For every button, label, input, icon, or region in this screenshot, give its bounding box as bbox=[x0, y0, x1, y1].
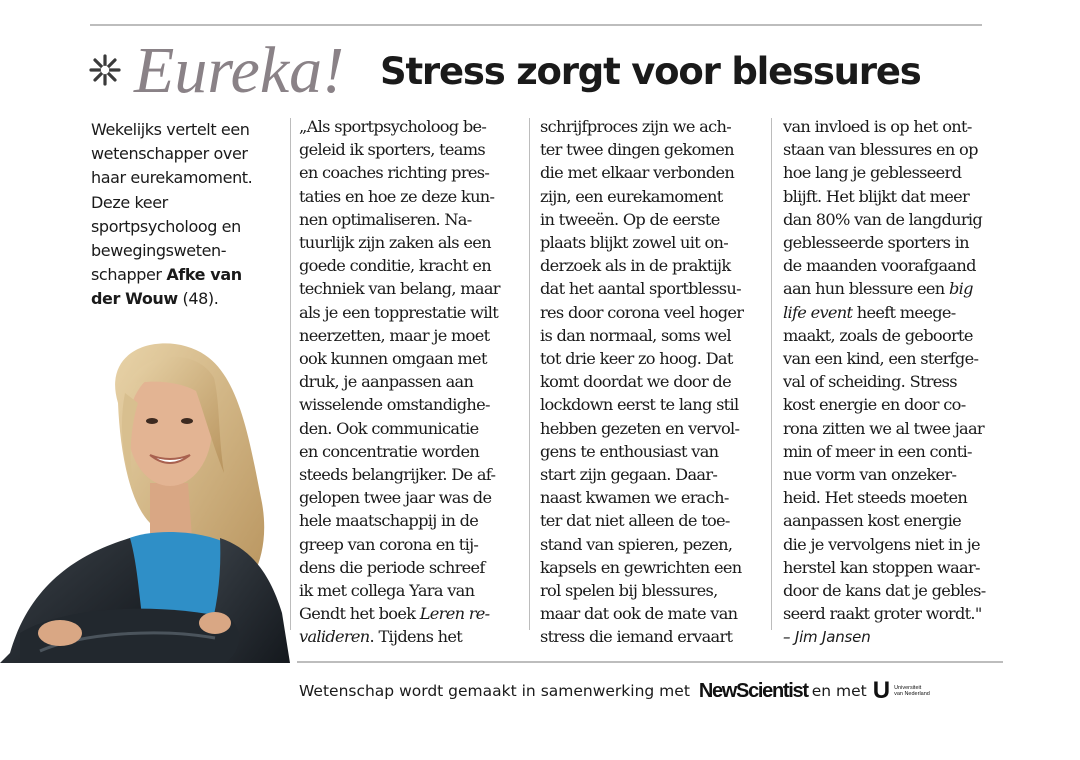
author-name: Afke van bbox=[166, 265, 242, 285]
intro-line: Wekelijks vertelt een bbox=[91, 120, 250, 139]
column-divider bbox=[771, 118, 772, 630]
text-line: plaats blijkt zowel uit on- bbox=[540, 233, 729, 253]
u-logo-line: van Nederland bbox=[894, 691, 930, 697]
text-line bbox=[783, 277, 1003, 300]
u-logo-text bbox=[894, 685, 930, 697]
text-line: als je een topprestatie wilt bbox=[299, 302, 499, 322]
text-fragment: . Tijdens het bbox=[369, 627, 463, 647]
text-line: steeds belangrijker. De af- bbox=[299, 465, 496, 485]
text-line: val of scheiding. Stress bbox=[783, 372, 957, 392]
text-line: van een kind, een sterfge- bbox=[783, 349, 979, 369]
text-line: naast kwamen we erach- bbox=[540, 488, 729, 508]
text-line bbox=[299, 602, 519, 625]
text-line: dens die periode schreef bbox=[299, 557, 485, 577]
universiteit-van-nederland-logo bbox=[873, 679, 930, 703]
text-line: herstel kan stoppen waar- bbox=[783, 557, 980, 577]
text-line: start zijn gegaan. Daar- bbox=[540, 465, 718, 485]
asterisk-icon bbox=[88, 53, 122, 87]
text-line: zijn, een eurekamoment bbox=[540, 186, 723, 206]
book-title: valideren bbox=[299, 627, 370, 647]
text-line: komt doordat we door de bbox=[540, 372, 731, 392]
column-divider bbox=[290, 118, 291, 630]
footer bbox=[299, 678, 930, 704]
text-line: nen optimaliseren. Na- bbox=[299, 209, 472, 229]
text-line: ter twee dingen gekomen bbox=[540, 140, 734, 160]
text-line: goede conditie, kracht en bbox=[299, 256, 491, 276]
text-line: stand van spieren, pezen, bbox=[540, 534, 733, 554]
top-rule bbox=[90, 24, 982, 26]
byline: – Jim Jansen bbox=[783, 628, 871, 647]
footer-text: Wetenschap wordt gemaakt in samenwerking met bbox=[299, 682, 690, 700]
italic-phrase: big bbox=[948, 279, 973, 299]
text-line: min of meer in een conti- bbox=[783, 441, 972, 461]
text-line: gelopen twee jaar was de bbox=[299, 488, 492, 508]
intro-line: wetenschapper over bbox=[91, 144, 248, 164]
text-line: staan van blessures en op bbox=[783, 140, 978, 160]
text-line: ter dat niet alleen de toe- bbox=[540, 511, 730, 531]
text-line: techniek van belang, maar bbox=[299, 279, 500, 299]
text-line: maakt, zoals de geboorte bbox=[783, 325, 973, 345]
article-header bbox=[88, 36, 988, 106]
text-line: seerd raakt groter wordt." bbox=[783, 604, 982, 624]
text-line: blijft. Het blijkt dat meer bbox=[783, 186, 970, 206]
text-line: tuurlijk zijn zaken als een bbox=[299, 233, 491, 253]
text-line: res door corona veel hoger bbox=[540, 302, 744, 322]
intro-line: haar eurekamoment. bbox=[91, 168, 253, 188]
text-line: geleid ik sporters, teams bbox=[299, 140, 485, 160]
italic-phrase: life event bbox=[783, 302, 853, 322]
text-line: maar dat ook de mate van bbox=[540, 604, 738, 624]
book-title: Leren re- bbox=[419, 604, 490, 624]
text-line: hele maatschappij in de bbox=[299, 511, 479, 531]
text-line: is dan normaal, soms wel bbox=[540, 325, 731, 345]
bottom-rule bbox=[297, 661, 1003, 663]
portrait-photo bbox=[0, 333, 290, 663]
footer-connector: en met bbox=[811, 682, 867, 700]
text-line: die met elkaar verbonden bbox=[540, 163, 735, 183]
text-fragment: Gendt het boek bbox=[299, 604, 420, 624]
text-line: die je vervolgens niet in je bbox=[783, 534, 980, 554]
text-line: druk, je aanpassen aan bbox=[299, 372, 474, 392]
text-line: de maanden voorafgaand bbox=[783, 256, 976, 276]
text-line: neerzetten, maar je moet bbox=[299, 325, 490, 345]
author-name: der Wouw bbox=[91, 289, 178, 309]
article-column-3 bbox=[783, 115, 1003, 650]
text-line: aanpassen kost energie bbox=[783, 511, 962, 531]
u-logo-mark: U bbox=[872, 677, 891, 704]
section-kicker: Eureka! bbox=[134, 34, 345, 107]
text-line: van invloed is op het ont- bbox=[783, 117, 972, 136]
text-fragment: heeft meege- bbox=[852, 302, 956, 322]
text-line: schrijfproces zijn we ach- bbox=[540, 117, 731, 136]
text-line: dat het aantal sportblessu- bbox=[540, 279, 741, 299]
text-line: rol spelen bij blessures, bbox=[540, 581, 718, 601]
text-line: door de kans dat je gebles- bbox=[783, 581, 986, 601]
author-age: (48). bbox=[177, 289, 219, 309]
text-line: en coaches richting pres- bbox=[299, 163, 490, 183]
text-line: kapsels en gewrichten een bbox=[540, 557, 742, 577]
article-column-2 bbox=[540, 115, 760, 649]
newscientist-logo: NewScientist bbox=[698, 679, 808, 702]
article-headline: Stress zorgt voor blessures bbox=[380, 50, 921, 93]
text-line: stress die iemand ervaart bbox=[540, 627, 733, 647]
text-fragment: aan hun blessure een bbox=[783, 279, 949, 299]
text-line: hebben gezeten en vervol- bbox=[540, 418, 740, 438]
text-line bbox=[299, 625, 519, 648]
intro-line: sportpsycholoog en bbox=[91, 216, 241, 236]
text-line: tot drie keer zo hoog. Dat bbox=[540, 349, 733, 369]
intro-line: Deze keer bbox=[91, 192, 168, 212]
text-line: taties en hoe ze deze kun- bbox=[299, 186, 495, 206]
text-line: lockdown eerst te lang stil bbox=[540, 395, 739, 415]
text-line bbox=[783, 301, 1003, 324]
text-line: heid. Het steeds moeten bbox=[783, 488, 968, 508]
text-line: derzoek als in de praktijk bbox=[540, 256, 731, 276]
text-line: geblesseerde sporters in bbox=[783, 233, 969, 253]
text-line: en concentratie worden bbox=[299, 441, 480, 461]
text-line: wisselende omstandighe- bbox=[299, 395, 490, 415]
column-divider bbox=[529, 118, 530, 630]
text-line: ook kunnen omgaan met bbox=[299, 349, 487, 369]
text-line: gens te enthousiast van bbox=[540, 441, 719, 461]
intro-line: bewegingsweten- bbox=[91, 241, 227, 261]
text-line: kost energie en door co- bbox=[783, 395, 966, 415]
text-line: rona zitten we al twee jaar bbox=[783, 418, 984, 438]
intro-text bbox=[91, 118, 287, 312]
text-line: greep van corona en tij- bbox=[299, 534, 479, 554]
text-line: den. Ook communicatie bbox=[299, 418, 479, 438]
u-logo-line: Universiteit bbox=[894, 685, 922, 691]
article-column-1 bbox=[299, 115, 519, 649]
text-line: nue vorm van onzeker- bbox=[783, 465, 957, 485]
text-line: hoe lang je geblesseerd bbox=[783, 163, 962, 183]
intro-line: schapper bbox=[91, 265, 167, 285]
text-line: in tweeën. Op de eerste bbox=[540, 209, 720, 229]
text-line: ik met collega Yara van bbox=[299, 581, 475, 601]
text-line: dan 80% van de langdurig bbox=[783, 209, 983, 229]
text-line: „Als sportpsycholoog be- bbox=[299, 117, 487, 136]
